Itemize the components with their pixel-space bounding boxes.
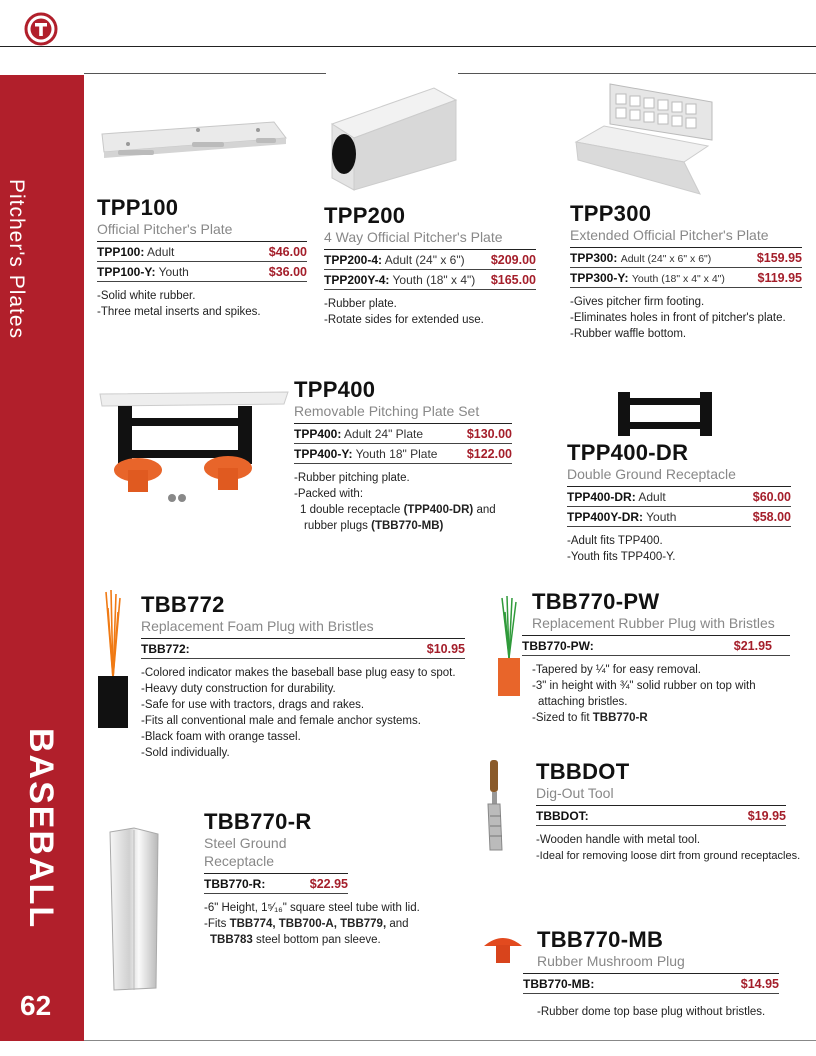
note: -Safe for use with tractors, drags and rakes. [141, 699, 365, 711]
sku: TBB770-MB: [523, 977, 595, 991]
price-row [141, 639, 465, 659]
note-text: -Fits [204, 918, 227, 930]
product-notes [141, 665, 465, 761]
tbb772-image [96, 588, 130, 730]
product-notes [570, 294, 802, 342]
header-rule-left [84, 73, 326, 74]
price-row [567, 507, 791, 527]
tpp400dr-image [614, 388, 716, 438]
note: -Rubber plate. [324, 298, 397, 310]
price: $58.00 [752, 510, 791, 524]
note-text: 1 double receptacle [300, 504, 401, 516]
price-row [522, 636, 790, 656]
product-code: TPP100 [97, 195, 179, 220]
note-text: steel bottom pan sleeve. [256, 934, 381, 946]
sku-desc: Adult 24" Plate [344, 427, 424, 441]
product-notes [567, 533, 791, 565]
price: $165.00 [490, 273, 536, 287]
note-code: TBB770-R [592, 712, 648, 724]
sku-desc: Adult [638, 490, 666, 504]
product-tpp400 [294, 378, 512, 534]
product-code: TBB770-R [204, 809, 312, 834]
note [294, 502, 512, 518]
note: -Solid white rubber. [97, 290, 196, 302]
product-code: TPP400 [294, 377, 376, 402]
product-subtitle: 4 Way Official Pitcher's Plate [324, 229, 503, 245]
sku: TPP100: [97, 245, 145, 259]
product-code: TPP400-DR [567, 440, 689, 465]
price: $22.95 [309, 877, 348, 891]
product-notes [532, 662, 790, 726]
product-subtitle: Extended Official Pitcher's Plate [570, 227, 769, 243]
sku: TPP400: [294, 427, 342, 441]
note: -Packed with: [294, 488, 364, 500]
product-subtitle: Double Ground Receptacle [567, 466, 736, 482]
product-subtitle-line2: Receptacle [204, 853, 275, 869]
note: -Black foam with orange tassel. [141, 731, 301, 743]
price-row [97, 262, 307, 282]
price-table [324, 249, 536, 290]
sku-desc: Adult (24" x 6") [384, 253, 465, 267]
price-row [536, 806, 786, 826]
product-tpp300 [570, 202, 802, 342]
note: -Fits all conventional male and female anchor systems. [141, 715, 421, 727]
product-tbb770pw [522, 590, 790, 726]
product-notes [97, 288, 307, 320]
price: $46.00 [268, 245, 307, 259]
note: -Wooden handle with metal tool. [536, 834, 701, 846]
product-code: TPP200 [324, 203, 406, 228]
header-rule [0, 46, 816, 47]
note: -Rubber waffle bottom. [570, 328, 687, 340]
price-table [567, 486, 791, 527]
product-tbb770mb [523, 928, 779, 1020]
price-row [294, 424, 512, 444]
price: $159.95 [756, 251, 802, 265]
price-table [523, 973, 779, 994]
note: -Colored indicator makes the baseball base plug easy to spot. [141, 667, 456, 679]
sku: TPP300: [570, 251, 618, 265]
tbb770r-image [106, 826, 162, 992]
note [294, 518, 512, 534]
note: -Sold individually. [141, 747, 230, 759]
tpp200-image [324, 82, 460, 192]
price-table [204, 873, 348, 894]
product-tpp100 [97, 196, 307, 320]
note: -Adult fits TPP400. [567, 535, 663, 547]
price: $119.95 [757, 271, 802, 285]
price-table [570, 247, 802, 288]
page-number: 62 [20, 990, 52, 1021]
note [204, 932, 444, 948]
sku-desc: Youth (18" x 4") [392, 273, 476, 287]
price-row [567, 487, 791, 507]
price-row [570, 268, 802, 288]
header-rule-right [458, 73, 816, 74]
note: -Youth fits TPP400-Y. [567, 551, 676, 563]
brand-logo [24, 12, 58, 46]
product-notes [204, 900, 444, 948]
product-code: TBB772 [141, 592, 225, 617]
tpp100-image [98, 118, 288, 162]
product-tpp400dr [567, 441, 791, 565]
note: -Rubber dome top base plug without bristles. [537, 1006, 766, 1018]
price-row [97, 242, 307, 262]
price-table [97, 241, 307, 282]
product-subtitle: Official Pitcher's Plate [97, 221, 233, 237]
sku: TPP100-Y: [97, 265, 156, 279]
price-row [294, 444, 512, 464]
note [532, 710, 790, 726]
sku: TBBDOT: [536, 809, 589, 823]
price: $122.00 [466, 447, 512, 461]
note [204, 916, 444, 932]
sku: TPP400-Y: [294, 447, 353, 461]
tbb770pw-image [496, 594, 522, 698]
product-notes [537, 1004, 779, 1020]
tbbdot-image [484, 758, 508, 854]
product-subtitle: Steel Ground [204, 835, 287, 851]
note: -Gives pitcher firm footing. [570, 296, 705, 308]
sku-desc: Adult (24" x 6" x 6") [620, 253, 712, 265]
sku: TPP300-Y: [570, 271, 629, 285]
product-code: TBB770-PW [532, 589, 660, 614]
note-text: and [389, 918, 409, 930]
tbb770mb-image [482, 930, 524, 966]
price-row [523, 974, 779, 994]
price-table [522, 635, 790, 656]
product-notes [324, 296, 536, 328]
sku-desc: Youth [158, 265, 189, 279]
note: -Eliminates holes in front of pitcher's plate. [570, 312, 786, 324]
note-code: TBB783 [210, 934, 253, 946]
note-text: and [476, 504, 496, 516]
product-subtitle: Removable Pitching Plate Set [294, 403, 480, 419]
product-code: TBB770-MB [537, 927, 664, 952]
product-subtitle: Dig-Out Tool [536, 785, 614, 801]
price-table [536, 805, 786, 826]
sku-desc: Youth [646, 510, 677, 524]
note: -Ideal for removing loose dirt from ground receptacles. [536, 850, 801, 862]
product-subtitle: Replacement Rubber Plug with Bristles [532, 615, 775, 631]
product-tbb772 [141, 593, 465, 761]
tpp300-image [574, 80, 714, 198]
sidebar-category [0, 75, 84, 375]
price-row [204, 874, 348, 894]
note-code: TBB774, TBB700-A, TBB779, [229, 918, 387, 930]
price: $21.95 [733, 639, 772, 653]
note: -3" in height with ¾" solid rubber on top with [532, 680, 756, 692]
sku: TPP200-4: [324, 253, 383, 267]
note: -Heavy duty construction for durability. [141, 683, 336, 695]
price: $60.00 [752, 490, 791, 504]
product-notes [536, 832, 801, 864]
sku: TBB770-PW: [522, 639, 594, 653]
product-tbb770r [204, 810, 444, 948]
note-code: (TBB770-MB) [371, 520, 444, 532]
price: $36.00 [268, 265, 307, 279]
note: -6" Height, 1⁵⁄₁₆" square steel tube with lid. [204, 902, 420, 914]
sku: TPP200Y-4: [324, 273, 390, 287]
note: -Rotate sides for extended use. [324, 314, 484, 326]
price-table [294, 423, 512, 464]
price: $10.95 [426, 642, 465, 656]
note-code: (TPP400-DR) [403, 504, 474, 516]
product-code: TBBDOT [536, 759, 630, 784]
note-text: -Sized to fit [532, 712, 590, 724]
sku-desc: Youth 18" Plate [355, 447, 438, 461]
price: $19.95 [747, 809, 786, 823]
product-code: TPP300 [570, 201, 652, 226]
product-notes [294, 470, 512, 534]
product-subtitle: Rubber Mushroom Plug [537, 953, 685, 969]
note: -Rubber pitching plate. [294, 472, 410, 484]
product-tbbdot [536, 759, 801, 864]
sku-desc: Youth (18" x 4" x 4") [631, 273, 725, 285]
note: -Three metal inserts and spikes. [97, 306, 261, 318]
note: attaching bristles. [538, 696, 628, 708]
note: -Tapered by ¼" for easy removal. [532, 664, 701, 676]
sku: TPP400-DR: [567, 490, 636, 504]
price-table [141, 638, 465, 659]
price: $130.00 [466, 427, 512, 441]
sku: TBB772: [141, 642, 190, 656]
footer-rule [84, 1040, 816, 1041]
note-text: rubber plugs [304, 520, 368, 532]
sidebar-category-label: Pitcher's Plates [5, 179, 28, 340]
price-row [324, 250, 536, 270]
price: $14.95 [740, 977, 779, 991]
sku-desc: Adult [147, 245, 175, 259]
price-row [570, 248, 802, 268]
price-row [324, 270, 536, 290]
sku: TPP400Y-DR: [567, 510, 644, 524]
price: $209.00 [490, 253, 536, 267]
tpp400-image [98, 388, 290, 508]
product-tpp200 [324, 204, 536, 328]
sidebar-section-label: BASEBALL [22, 728, 60, 930]
product-subtitle: Replacement Foam Plug with Bristles [141, 618, 374, 634]
sku: TBB770-R: [204, 877, 266, 891]
